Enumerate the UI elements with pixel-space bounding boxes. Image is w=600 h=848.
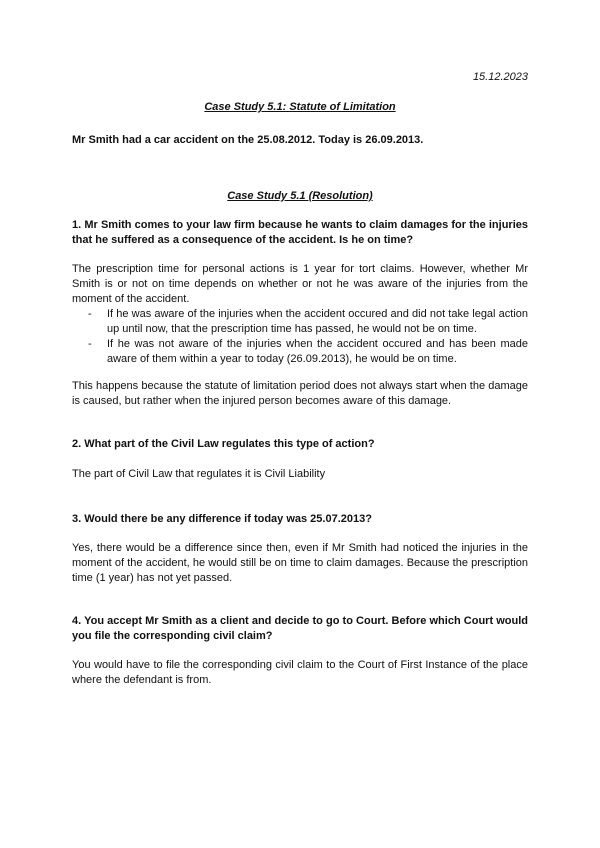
answer-2-block [72,467,528,482]
case-study-title: Case Study 5.1: Statute of Limitation [204,101,396,113]
bullet-text: If he was not aware of the injuries when the accident occured and has been made aware of them within a year to today (26.09.2013), he would be on time. [107,338,528,365]
document-date: 15.12.2023 [472,71,528,83]
question-3-heading: 3. Would there be any difference if today was 25.07.2013? [72,513,372,525]
list-item [72,337,528,367]
question-1-heading: 1. Mr Smith comes to your law firm because he wants to claim damages for the injuries that he suffered as a consequence of the accident. Is he on time? [72,219,528,246]
bullet-dash: - [88,338,92,350]
question-2-block [72,437,528,452]
answer-1-bullets [72,307,528,367]
answer-2-text: The part of Civil Law that regulates it is Civil Liability [72,468,326,480]
answer-1-extra-text: This happens because the statute of limitation period does not always start when the damage is caused, but rather when the injured person becomes aware of this damage. [72,380,528,407]
answer-4-block [72,658,528,688]
bullet-dash: - [88,308,92,320]
question-4-heading: 4. You accept Mr Smith as a client and decide to go to Court. Before which Court would you file the corresponding civil claim? [72,615,528,642]
bullet-text: If he was aware of the injuries when the accident occured and did not take legal action up until now, that the prescription time has passed, he would not be on time. [107,308,528,335]
question-4-block [72,614,528,644]
resolution-title: Case Study 5.1 (Resolution) [227,190,373,202]
answer-3-block [72,541,528,586]
answer-3-text: Yes, there would be a difference since then, even if Mr Smith had noticed the injuries in the moment of the accident, he would still be on time to claim damages. Because the prescription time (1 year) has not yet passed. [72,542,528,584]
question-2-heading: 2. What part of the Civil Law regulates this type of action? [72,438,375,450]
answer-1-block [72,262,528,367]
list-item [72,307,528,337]
answer-1-text: The prescription time for personal actions is 1 year for tort claims. However, whether Mr Smith is or not on time depends on whether or not he was aware of the injuries from the moment of the accident. [72,263,528,305]
question-1-block [72,218,528,248]
case-intro: Mr Smith had a car accident on the 25.08.2012. Today is 26.09.2013. [72,134,424,146]
answer-4-text: You would have to file the corresponding civil claim to the Court of First Instance of the place where the defendant is from. [72,659,528,686]
question-3-block [72,512,528,527]
answer-1-extra-block [72,379,528,409]
